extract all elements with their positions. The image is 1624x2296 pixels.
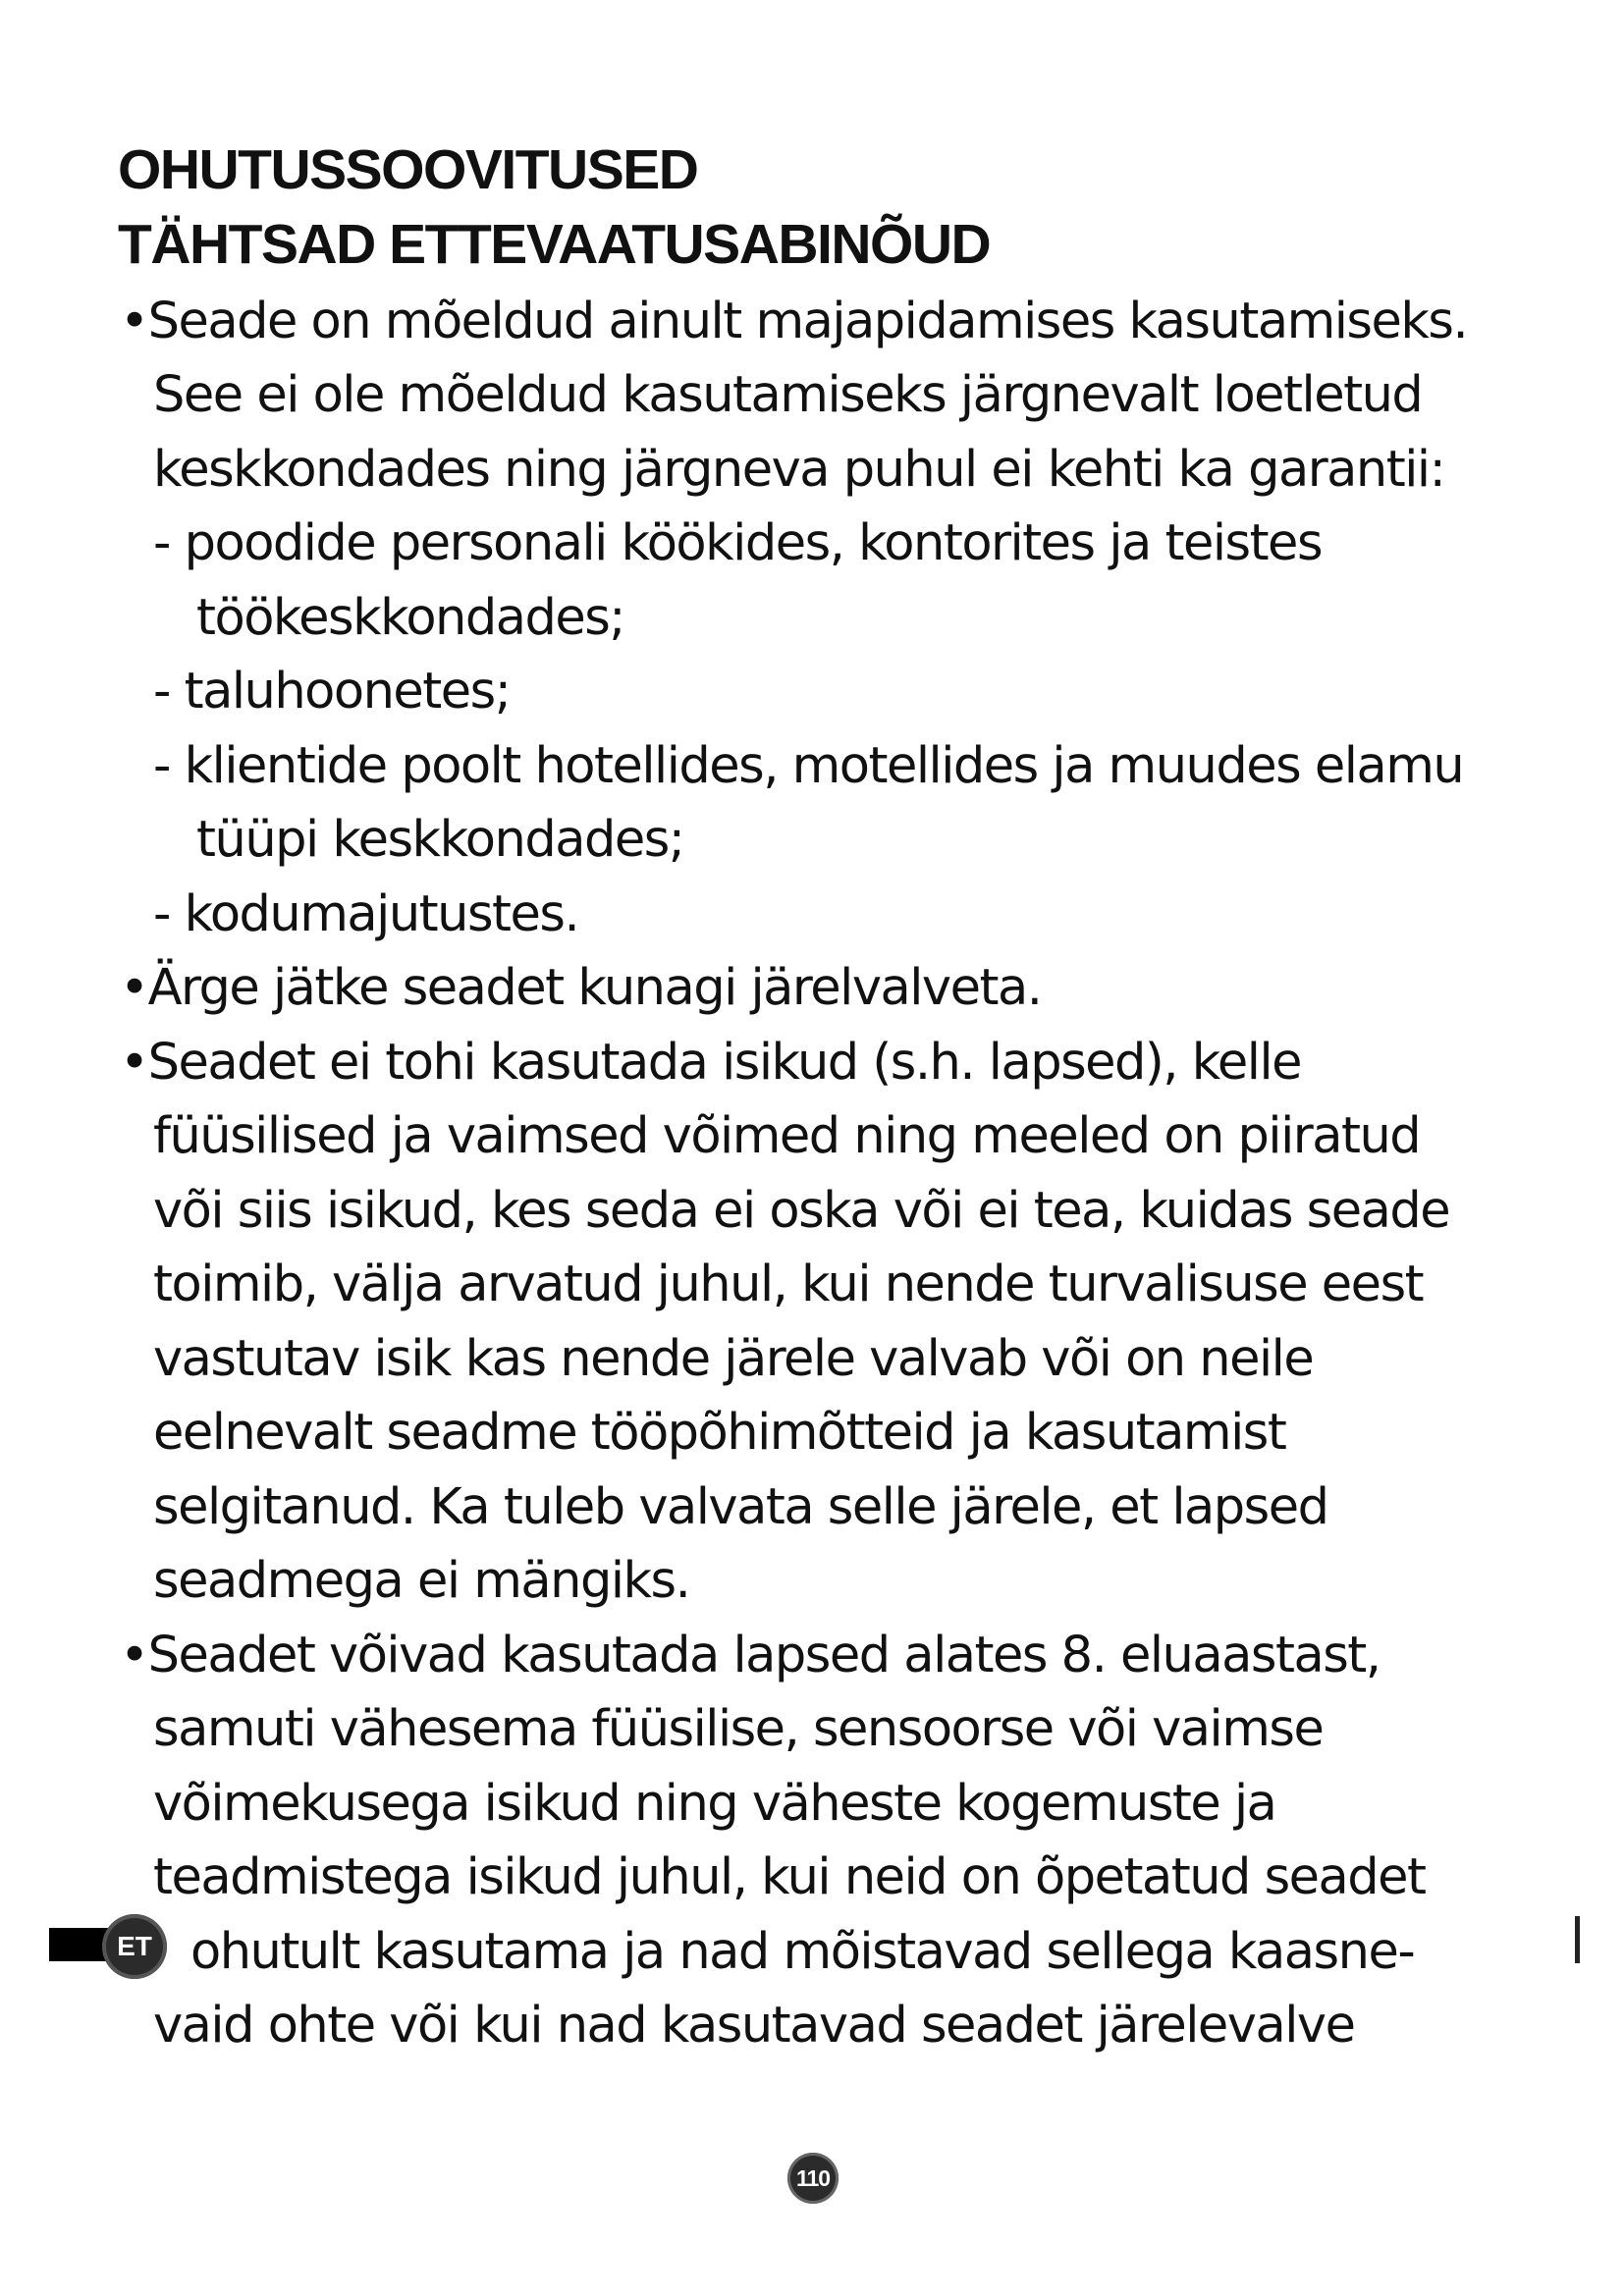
text-line: See ei ole mõeldud kasutamiseks järgnevalt loetletud — [153, 366, 1423, 424]
page-number: 110 — [787, 2153, 839, 2204]
text-line: •Seadet ei tohi kasutada isikud (s.h. lapsed), kelle — [120, 1034, 1302, 1092]
text-line: toimib, välja arvatud juhul, kui nende turvalisuse eest — [153, 1255, 1424, 1313]
text-line: võimekusega isikud ning väheste kogemuste ja — [153, 1775, 1276, 1833]
text-line: vastutav isik kas nende järele valvab või on neile — [153, 1330, 1314, 1388]
language-badge: ET — [102, 1914, 167, 1979]
text-line: - taluhoonetes; — [153, 663, 511, 721]
section-subtitle: TÄHTSAD ETTEVAATUSABINÕUD — [118, 213, 991, 276]
text-line: keskkondades ning järgneva puhul ei kehti ka garantii: — [153, 441, 1445, 499]
text-line: - poodide personali köökides, kontorites ja teistes — [153, 514, 1323, 572]
text-line: eelnevalt seadme tööpõhimõtteid ja kasutamist — [153, 1404, 1286, 1462]
text-line: ohutult kasutama ja nad mõistavad sellega kaasne- — [190, 1923, 1415, 1981]
text-line: selgitanud. Ka tuleb valvata selle järele, et lapsed — [153, 1478, 1328, 1536]
language-tab-bar — [49, 1928, 110, 1961]
text-line: - klientide poolt hotellides, motellides ja muudes elamu — [153, 737, 1464, 795]
text-line: - kodumajutustes. — [153, 885, 579, 943]
text-line: •Seade on mõeldud ainult majapidamises kasutamiseks. — [120, 293, 1468, 350]
margin-mark — [1575, 1916, 1580, 1963]
text-line: •Ärge jätke seadet kunagi järelvalveta. — [120, 959, 1042, 1017]
text-line: vaid ohte või kui nad kasutavad seadet järelevalve — [153, 1997, 1355, 2055]
text-line: töökeskkondades; — [196, 589, 624, 647]
text-line: füüsilised ja vaimsed võimed ning meeled on piiratud — [153, 1107, 1421, 1165]
text-line: või siis isikud, kes seda ei oska või ei tea, kuidas seade — [153, 1182, 1450, 1240]
text-line: tüüpi keskkondades; — [196, 811, 684, 869]
text-line: samuti vähesema füüsilise, sensoorse või vaimse — [153, 1700, 1324, 1758]
section-title: OHUTUSSOOVITUSED — [118, 138, 698, 201]
text-line: seadmega ei mängiks. — [153, 1552, 690, 1610]
text-line: teadmistega isikud juhul, kui neid on õpetatud seadet — [153, 1848, 1426, 1906]
text-line: •Seadet võivad kasutada lapsed alates 8. eluaastast, — [120, 1627, 1380, 1684]
